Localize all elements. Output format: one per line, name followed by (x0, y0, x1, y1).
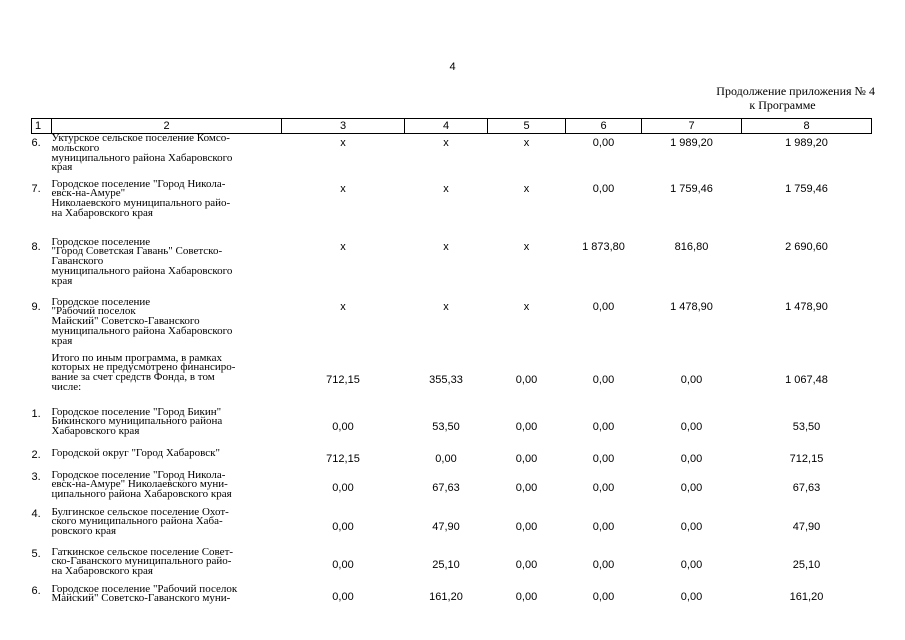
table-row (32, 238, 872, 298)
value-cell-3: 0,00 (332, 520, 354, 533)
value-cell-4: 47,90 (432, 520, 460, 533)
description-line: Николаевского муниципального райо- (51, 197, 231, 210)
description-line: ципального района Хабаровского края (51, 488, 232, 501)
value-cell-7: 1 989,20 (670, 137, 713, 149)
value-cell-4: 67,63 (432, 482, 460, 494)
value-cell-4: 0,00 (435, 452, 457, 465)
description-line: Бикинского муниципального района (51, 415, 223, 428)
column-header: 8 (742, 119, 872, 134)
value-cell-3: 712,15 (326, 452, 360, 465)
row-description (51, 177, 282, 238)
description-line: Хабаровского края (51, 425, 140, 438)
description-line: Булгинское сельское поселение Охот- (51, 505, 229, 518)
value-cell-6: 0,00 (592, 421, 615, 433)
value-cell-5: 0,00 (515, 559, 538, 571)
value-cell-3: x (340, 182, 346, 195)
value-cell-8: 67,63 (792, 482, 821, 494)
value-cell-8: 2 690,60 (785, 240, 828, 253)
table-row (32, 470, 872, 507)
value-cell-7: 0,00 (680, 590, 703, 603)
value-cell-4: x (443, 240, 449, 253)
description-line: ровского края (51, 525, 117, 538)
value-cell-5: x (523, 300, 530, 313)
row-number (32, 353, 52, 407)
value-cell-6: 0,00 (592, 520, 615, 533)
value-cell-8: 712,15 (789, 452, 824, 465)
value-cell-3: x (340, 137, 346, 149)
value-cell-3: 0,00 (332, 590, 354, 603)
value-cell-4: x (443, 300, 449, 313)
column-header: 4 (405, 119, 488, 134)
row-number: 9. (31, 300, 41, 313)
value-cell-8: 161,20 (789, 590, 824, 603)
value-cell-3: 0,00 (332, 421, 354, 433)
row-number: 3. (31, 470, 41, 483)
value-cell-6: 0,00 (592, 590, 615, 603)
value-cell-3: x (340, 240, 346, 253)
table-row (32, 134, 872, 180)
description-line: муниципального района Хабаровского (51, 324, 233, 337)
column-header: 2 (52, 119, 282, 134)
description-line: ско-Гаванского муниципального райо- (51, 555, 232, 568)
appendix-continuation-note (690, 84, 875, 112)
value-cell-7: 0,00 (680, 559, 703, 571)
description-line: Городское поселение "Город Никола- (51, 468, 226, 481)
description-line: края (51, 334, 73, 347)
value-cell-6: 0,00 (592, 373, 615, 386)
description-line: муниципального района Хабаровского (51, 264, 233, 277)
column-header: 3 (282, 119, 405, 134)
description-line: евск-на-Амуре" (51, 187, 126, 200)
description-line: Майский" Советско-Гаванского (51, 315, 200, 328)
column-header: 6 (566, 119, 642, 134)
continuation-line-2: к Программе (749, 98, 816, 112)
row-number: 8. (31, 240, 41, 253)
description-line: мольского (51, 141, 100, 154)
column-header: 7 (642, 119, 742, 134)
value-cell-7: 0,00 (680, 520, 703, 533)
row-description (52, 407, 282, 448)
value-cell-5: x (523, 137, 530, 149)
table-row (32, 507, 872, 547)
value-cell-3: 0,00 (332, 559, 354, 571)
subtotal-row (32, 353, 872, 407)
value-cell-5: x (523, 240, 530, 253)
page-number: 4 (449, 61, 456, 73)
description-line: Майский" Советско-Гаванского муни- (51, 592, 231, 605)
value-cell-8: 25,10 (792, 559, 821, 571)
value-cell-6: 0,00 (592, 300, 615, 313)
description-line: Городское поселение (51, 235, 151, 248)
value-cell-8: 47,90 (792, 520, 821, 533)
description-line: Уктурское сельское поселение Комсо- (51, 132, 230, 144)
description-line: Городской округ "Город Хабаровск" (51, 446, 221, 459)
row-number: 4. (31, 507, 41, 520)
description-line: Городское поселение (51, 295, 151, 308)
description-line: муниципального района Хабаровского (51, 151, 233, 164)
value-cell-8: 1 759,46 (785, 182, 828, 195)
description-line: на Хабаровского края (51, 206, 153, 219)
row-description (52, 507, 282, 547)
row-description (52, 353, 282, 407)
value-cell-5: 0,00 (515, 520, 538, 533)
value-cell-7: 1 759,46 (670, 182, 713, 195)
value-cell-6: 0,00 (592, 559, 615, 571)
value-cell-5: 0,00 (515, 421, 538, 433)
row-number: 6. (31, 137, 41, 149)
value-cell-6: 1 873,80 (582, 240, 625, 253)
value-cell-3: x (340, 300, 346, 313)
row-description (52, 584, 282, 610)
row-number: 2. (31, 448, 41, 461)
description-line: Гаванского (51, 255, 104, 268)
row-number: 5. (31, 547, 41, 560)
continuation-line-1: Продолжение приложения № 4 (716, 84, 875, 98)
value-cell-7: 0,00 (680, 482, 703, 494)
value-cell-8: 1 478,90 (785, 300, 828, 313)
description-line: края (51, 161, 73, 174)
row-number: 6. (31, 584, 41, 597)
value-cell-7: 1 478,90 (670, 300, 713, 313)
description-line: ского муниципального района Хаба- (51, 515, 223, 528)
value-cell-6: 0,00 (592, 452, 615, 465)
value-cell-6: 0,00 (592, 137, 615, 149)
value-cell-4: x (443, 182, 449, 195)
value-cell-7: 816,80 (674, 240, 709, 253)
row-description (52, 547, 282, 584)
row-number: 1. (31, 407, 41, 420)
row-description (52, 448, 282, 470)
value-cell-7: 0,00 (680, 452, 703, 465)
value-cell-8: 1 989,20 (785, 137, 828, 149)
description-line: "Город Советская Гавань" Советско- (51, 245, 223, 258)
description-line: Городское поселение "Город Бикин" (51, 405, 222, 418)
value-cell-5: 0,00 (515, 590, 538, 603)
value-cell-4: x (443, 137, 449, 149)
row-description (51, 295, 282, 353)
column-header: 5 (488, 119, 566, 134)
description-line: Городское поселение "Город Никола- (51, 177, 226, 190)
row-description (52, 470, 282, 507)
description-line: края (51, 274, 73, 287)
table-row (32, 180, 872, 238)
value-cell-7: 0,00 (680, 421, 703, 433)
value-cell-5: 0,00 (515, 373, 538, 386)
value-cell-5: 0,00 (515, 482, 538, 494)
value-cell-3: 712,15 (326, 373, 360, 386)
description-line: "Рабочий поселок (51, 305, 136, 318)
value-cell-6: 0,00 (592, 182, 615, 195)
row-description (51, 235, 282, 298)
value-cell-6: 0,00 (592, 482, 615, 494)
column-header: 1 (32, 119, 52, 134)
value-cell-5: 0,00 (515, 452, 538, 465)
value-cell-4: 161,20 (429, 590, 463, 603)
table-row (32, 448, 872, 470)
table-row (32, 547, 872, 584)
value-cell-5: x (523, 182, 530, 195)
table-row (32, 298, 872, 353)
funding-table (31, 118, 872, 610)
description-line: Городское поселение "Рабочий поселок (51, 582, 238, 595)
value-cell-3: 0,00 (332, 482, 354, 494)
description-line: числе: (51, 380, 82, 393)
description-line: на Хабаровского края (51, 565, 153, 578)
value-cell-7: 0,00 (680, 373, 703, 386)
row-description (52, 134, 282, 180)
description-line: вание за счет средств Фонда, в том (51, 371, 215, 384)
description-line: которых не предусмотрено финансиро- (51, 361, 236, 374)
value-cell-8: 1 067,48 (785, 373, 828, 386)
description-line: Гаткинское сельское поселение Совет- (51, 545, 234, 558)
row-number: 7. (31, 182, 41, 195)
table-row (32, 407, 872, 448)
description-line: евск-на-Амуре" Николаевского муни- (51, 478, 228, 491)
value-cell-4: 53,50 (432, 421, 460, 433)
value-cell-4: 355,33 (429, 373, 463, 386)
value-cell-8: 53,50 (792, 421, 821, 433)
table-row (32, 584, 872, 610)
description-line: Итого по иным программа, в рамках (51, 351, 222, 364)
value-cell-4: 25,10 (432, 559, 460, 571)
